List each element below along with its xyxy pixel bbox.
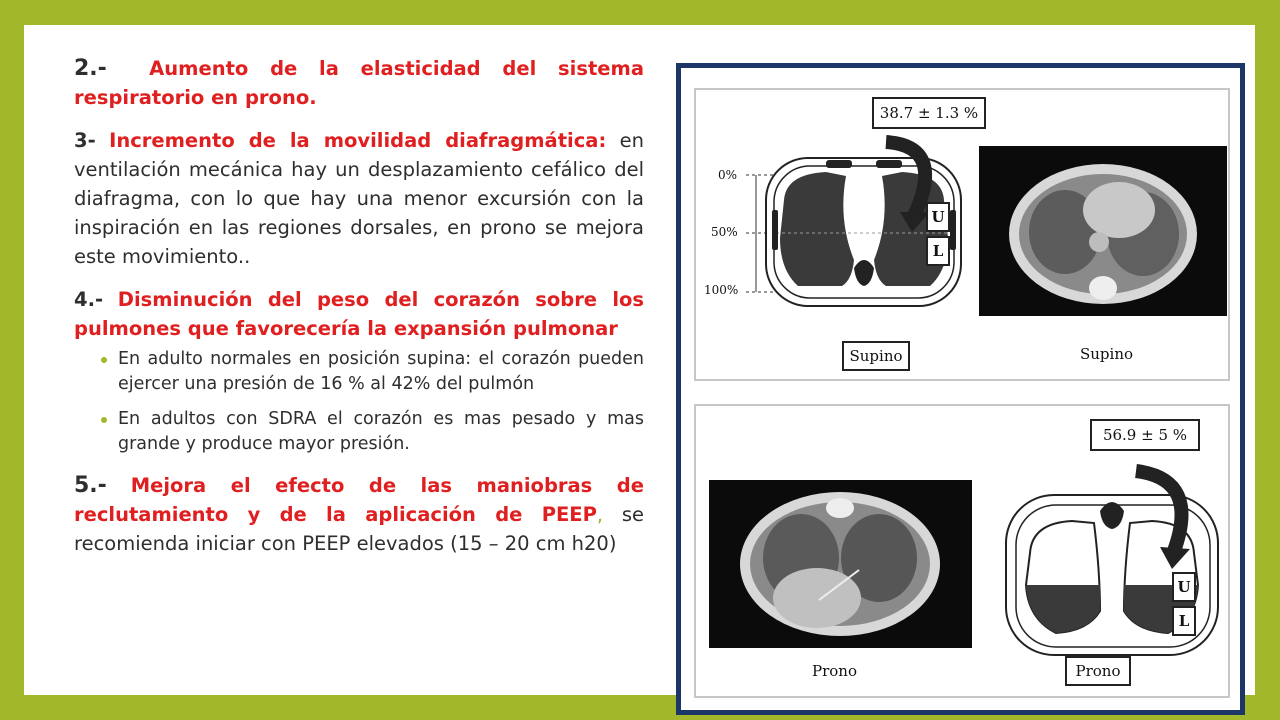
point-4-number: 4.- [74, 288, 104, 311]
point-5 [74, 471, 644, 558]
supine-u-label: U [926, 202, 950, 232]
bullet-item: En adulto normales en posición supina: el corazón pueden ejercer una presión de 16 % al 42% del pulmón [118, 347, 644, 397]
point-5-comma: , [596, 503, 604, 526]
point-3-body: en ventilación mecánica hay un desplazamiento cefálico del diafragma, con lo que hay una menor excursión con la inspiración en las regiones dorsales, en prono se mejora este movimiento.. [74, 129, 644, 268]
slide [24, 25, 1255, 695]
point-3-heading: Incremento de la movilidad diafragmática: [109, 129, 607, 152]
point-4-bullets [74, 347, 644, 457]
scale-label-0: 0% [718, 168, 738, 182]
point-4 [74, 285, 644, 343]
supine-l-label: L [926, 236, 950, 266]
ct-image-prone [709, 480, 972, 648]
point-5-number: 5.- [74, 473, 107, 498]
point-3-number: 3- [74, 129, 96, 152]
text-column [74, 54, 644, 572]
point-2 [74, 54, 644, 112]
supine-boxed-caption: Supino [842, 341, 910, 371]
prone-l-label: L [1172, 606, 1196, 636]
point-4-heading: Disminución del peso del corazón sobre los pulmones que favorecería la expansión pulmonar [74, 288, 645, 340]
prone-u-label: U [1172, 572, 1196, 602]
scale-label-100: 100% [704, 283, 739, 297]
figure-frame [676, 63, 1245, 715]
panel-prone [694, 404, 1230, 698]
point-5-heading: Mejora el efecto de las maniobras de reclutamiento y de la aplicación de PEEP [74, 474, 644, 526]
prone-boxed-caption: Prono [1065, 656, 1131, 686]
bullet-item: En adultos con SDRA el corazón es mas pesado y mas grande y produce mayor presión. [118, 407, 644, 457]
ct-image-supine [979, 146, 1227, 316]
supine-plain-caption: Supino [1080, 345, 1134, 363]
prone-value-label: 56.9 ± 5 % [1090, 419, 1200, 451]
point-2-number: 2.- [74, 56, 107, 81]
scale-label-50: 50% [711, 225, 738, 239]
prone-plain-caption: Prono [812, 662, 857, 680]
point-2-heading: Aumento de la elasticidad del sistema respiratorio en prono. [74, 57, 644, 109]
panel-supine [694, 88, 1230, 381]
supine-value-label: 38.7 ± 1.3 % [872, 97, 986, 129]
point-3 [74, 126, 644, 271]
point-5-body: se recomienda iniciar con PEEP elevados (15 – 20 cm h20) [74, 503, 644, 555]
